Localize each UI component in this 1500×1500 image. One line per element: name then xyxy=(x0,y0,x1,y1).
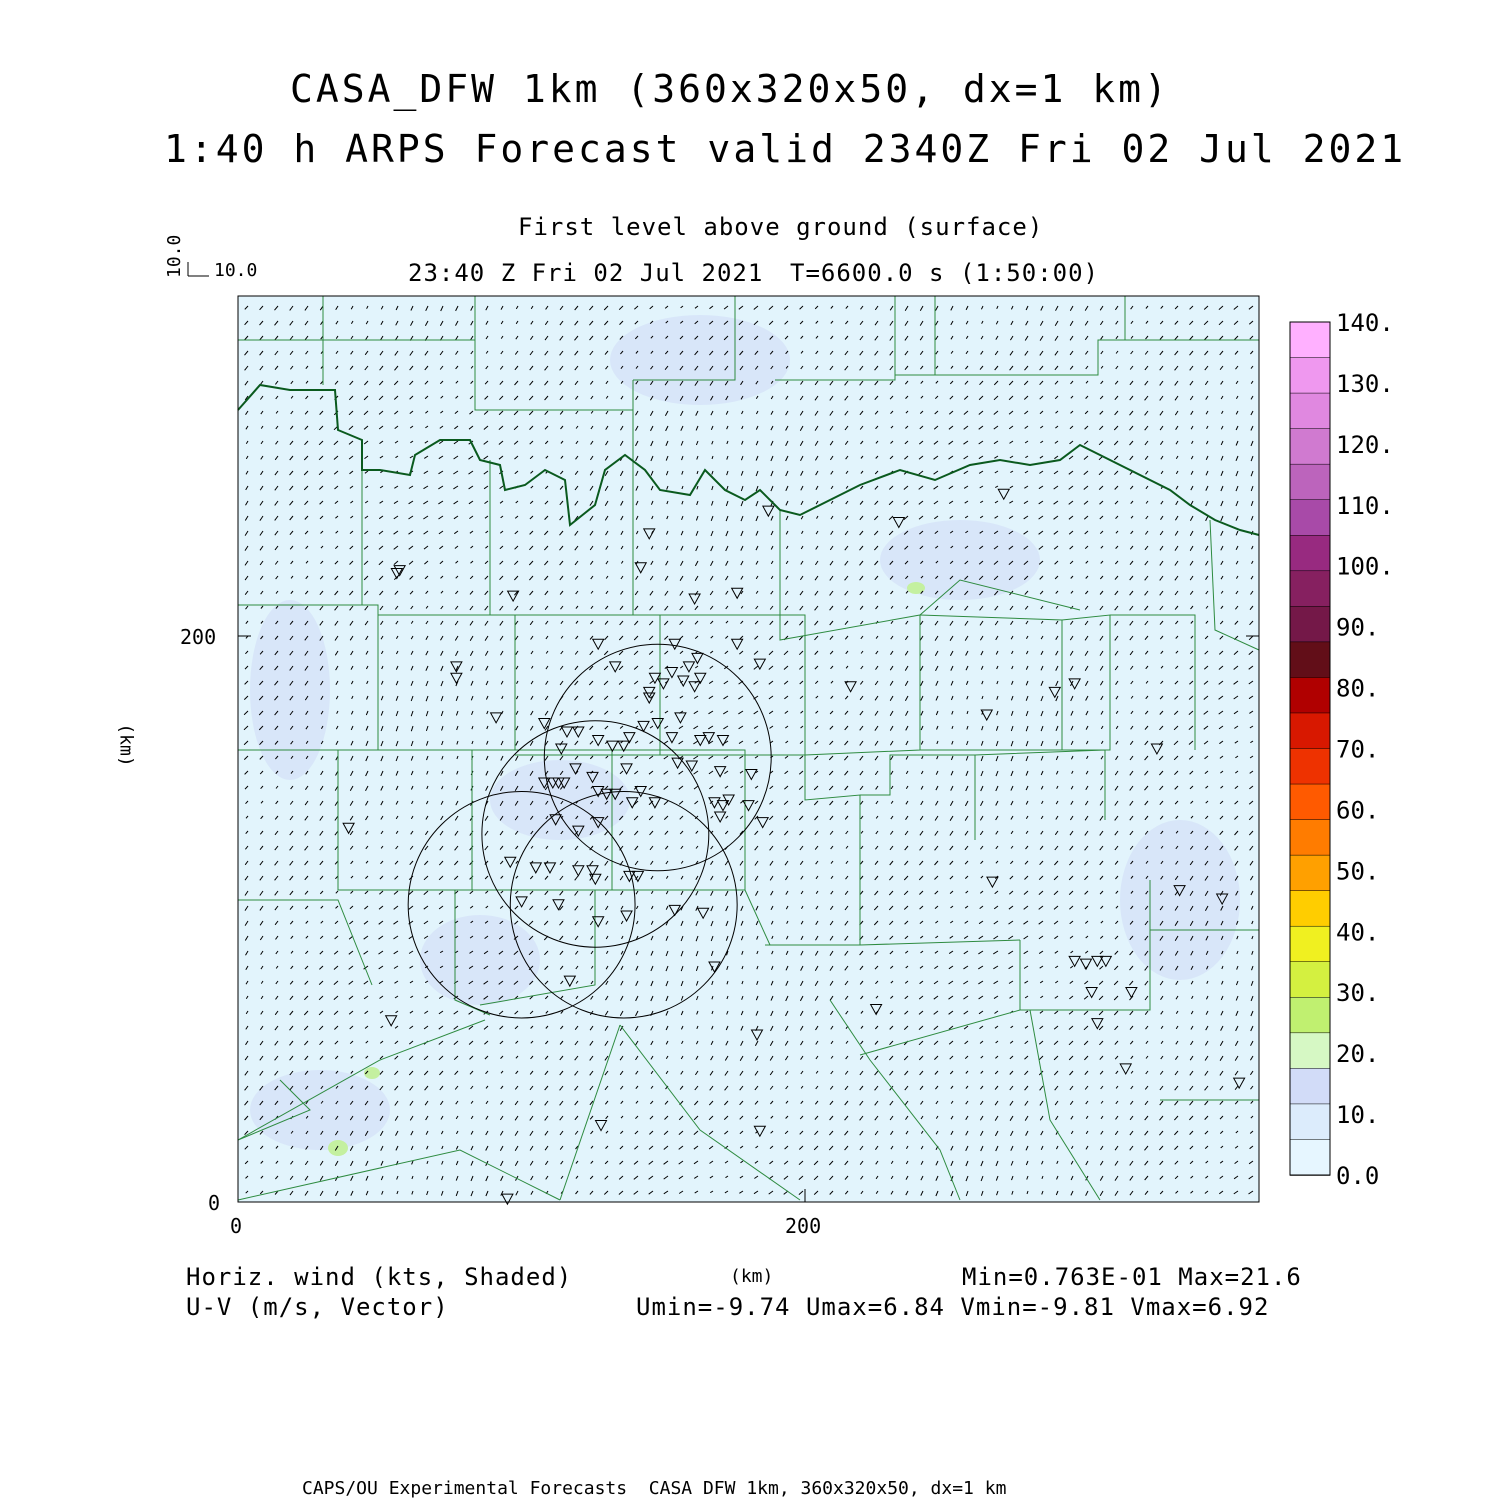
y-tick-200: 200 xyxy=(180,625,217,649)
vector-key-v-label: 10.0 xyxy=(164,234,185,278)
title-line1: CASA_DFW 1km (360x320x50, dx=1 km) xyxy=(290,67,1170,111)
colorbar-label: 130. xyxy=(1336,369,1394,398)
colorbar-label: 50. xyxy=(1336,857,1380,886)
x-tick-0: 0 xyxy=(230,1214,243,1238)
y-axis-label: (km) xyxy=(115,723,137,767)
shade-patch xyxy=(250,600,330,780)
colorbar-label: 70. xyxy=(1336,735,1380,764)
colorbar-segment xyxy=(1290,1068,1330,1104)
colorbar-segment xyxy=(1290,393,1330,429)
colorbar-segment xyxy=(1290,677,1330,713)
colorbar-segment xyxy=(1290,1033,1330,1069)
footer-field: Horiz. wind (kts, Shaded) xyxy=(186,1263,573,1291)
colorbar-segment xyxy=(1290,962,1330,998)
shade-patch xyxy=(1120,820,1240,980)
subtitle-time: 23:40 Z Fri 02 Jul 2021 xyxy=(408,259,764,287)
colorbar-segment xyxy=(1290,464,1330,500)
vector-key xyxy=(188,262,209,276)
x-axis-label: (km) xyxy=(730,1266,774,1287)
colorbar-label: 110. xyxy=(1336,491,1394,520)
vector-key-u-label: 10.0 xyxy=(214,260,258,281)
colorbar-segment xyxy=(1290,855,1330,891)
footer-vector: U-V (m/s, Vector) xyxy=(186,1293,449,1321)
shade-patch xyxy=(880,520,1040,600)
colorbar-label: 30. xyxy=(1336,979,1380,1008)
colorbar-segment xyxy=(1290,1139,1330,1175)
shade-patch-green xyxy=(328,1140,348,1156)
colorbar-label: 20. xyxy=(1336,1040,1380,1069)
colorbar-segment xyxy=(1290,642,1330,678)
colorbar-segment xyxy=(1290,606,1330,642)
subtitle-level: First level above ground (surface) xyxy=(518,213,1044,241)
colorbar-label: 40. xyxy=(1336,918,1380,947)
colorbar xyxy=(1290,322,1330,1176)
colorbar-segment xyxy=(1290,749,1330,785)
shade-patch xyxy=(420,915,540,1005)
title-line2: 1:40 h ARPS Forecast valid 2340Z Fri 02 Jul 2021 xyxy=(164,127,1407,171)
colorbar-segment xyxy=(1290,500,1330,536)
colorbar-label: 0.0 xyxy=(1336,1162,1380,1190)
colorbar-segment xyxy=(1290,429,1330,465)
footer-credit: CAPS/OU Experimental Forecasts CASA DFW 1km, 360x320x50, dx=1 km xyxy=(302,1478,1007,1499)
colorbar-segment xyxy=(1290,713,1330,749)
colorbar-segment xyxy=(1290,571,1330,607)
colorbar-segment xyxy=(1290,820,1330,856)
shade-patch xyxy=(250,1070,390,1150)
colorbar-label: 80. xyxy=(1336,674,1380,703)
shade-patch xyxy=(610,315,790,405)
y-tick-0: 0 xyxy=(208,1191,221,1215)
colorbar-label: 10. xyxy=(1336,1101,1380,1130)
colorbar-segment xyxy=(1290,891,1330,927)
colorbar-segment xyxy=(1290,926,1330,962)
shade-patch xyxy=(490,760,630,840)
colorbar-label: 120. xyxy=(1336,430,1394,459)
colorbar-segment xyxy=(1290,784,1330,820)
colorbar-label: 90. xyxy=(1336,613,1380,642)
footer-uvstats: Umin=-9.74 Umax=6.84 Vmin=-9.81 Vmax=6.92 xyxy=(636,1293,1270,1321)
colorbar-labels xyxy=(1336,309,1394,1190)
colorbar-segment xyxy=(1290,322,1330,358)
footer-minmax: Min=0.763E-01 Max=21.6 xyxy=(962,1263,1302,1291)
map-background xyxy=(238,296,1259,1202)
subtitle-elapsed: T=6600.0 s (1:50:00) xyxy=(790,259,1099,287)
colorbar-segment xyxy=(1290,535,1330,571)
colorbar-label: 100. xyxy=(1336,552,1394,581)
colorbar-segment xyxy=(1290,997,1330,1033)
x-tick-200: 200 xyxy=(785,1214,822,1238)
colorbar-label: 60. xyxy=(1336,796,1380,825)
colorbar-label: 140. xyxy=(1336,309,1394,337)
colorbar-segment xyxy=(1290,1104,1330,1140)
colorbar-segment xyxy=(1290,358,1330,394)
